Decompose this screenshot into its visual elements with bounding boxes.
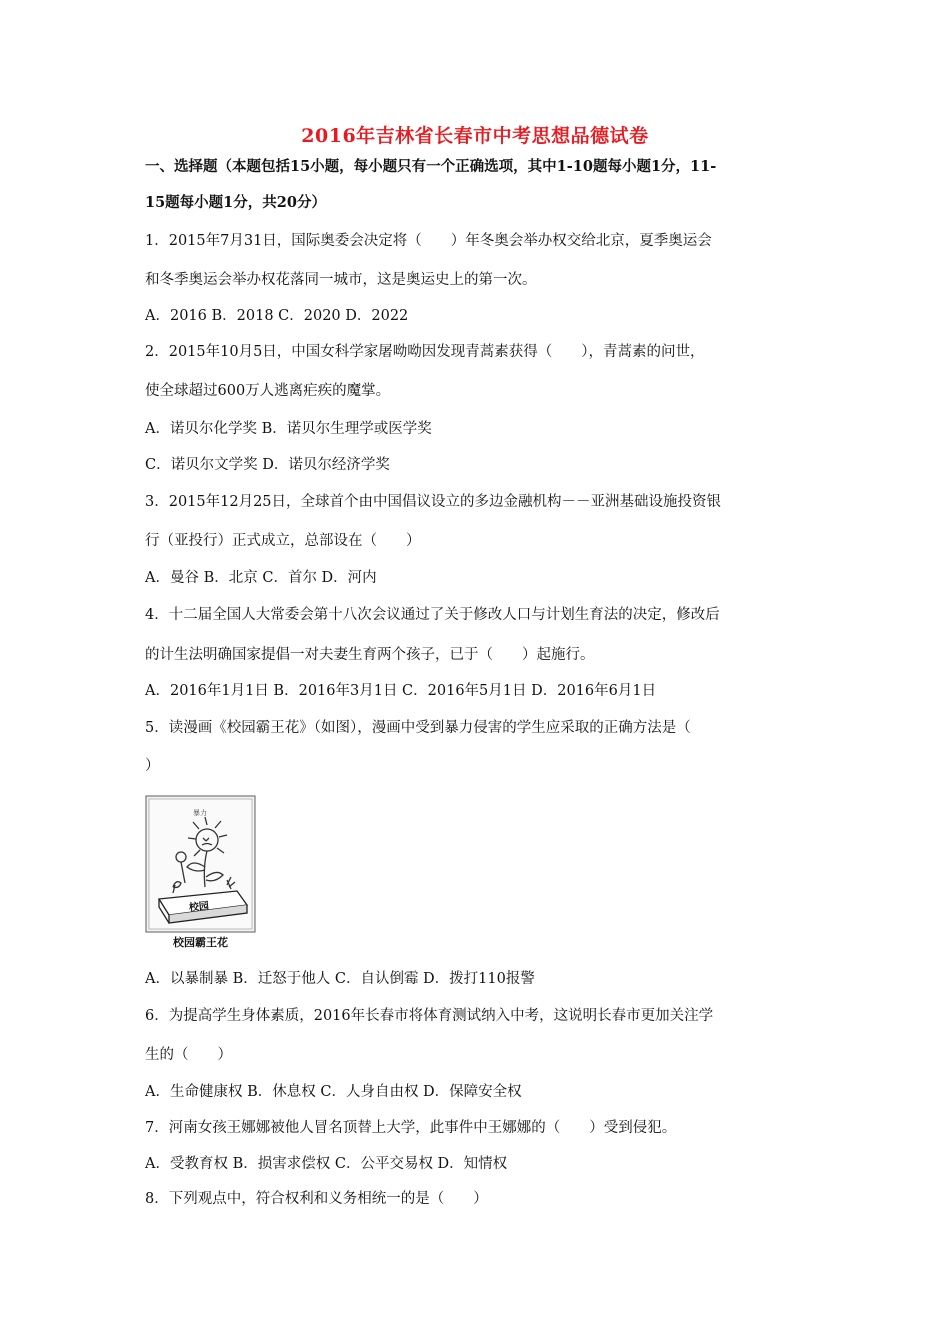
question-2-options-line1: A．诺贝尔化学奖 B．诺贝尔生理学或医学奖	[145, 421, 432, 437]
question-1-stem-line1: 1．2015年7月31日，国际奥委会决定将（ ）年冬奥会举办权交给北京，夏季奥运会	[145, 233, 712, 249]
question-5-stem-line2: ）	[145, 758, 160, 774]
question-4-stem-line2: 的计生法明确国家提倡一对夫妻生育两个孩子，已于（ ）起施行。	[145, 647, 595, 663]
cartoon-image	[145, 795, 256, 950]
question-3-stem-line2: 行（亚投行）正式成立，总部设在（ ）	[145, 533, 421, 549]
flower-label: 暴力	[193, 809, 207, 817]
question-1-options: A．2016 B．2018 C．2020 D．2022	[145, 308, 409, 324]
question-2-stem-line2: 使全球超过600万人逃离疟疾的魔掌。	[145, 383, 391, 399]
question-6-options: A．生命健康权 B．休息权 C．人身自由权 D．保障安全权	[145, 1084, 522, 1100]
question-3-options: A．曼谷 B．北京 C．首尔 D．河内	[145, 570, 377, 586]
question-5-stem-line1: 5．读漫画《校园霸王花》（如图），漫画中受到暴力侵害的学生应采取的正确方法是（	[145, 720, 691, 736]
page-title: 2016年吉林省长春市中考思想品德试卷	[301, 125, 649, 147]
question-6-stem-line1: 6．为提高学生身体素质，2016年长春市将体育测试纳入中考，这说明长春市更加关注学	[145, 1008, 714, 1024]
question-3-stem-line1: 3．2015年12月25日，全球首个由中国倡议设立的多边金融机构－－亚洲基础设施投资银	[145, 494, 722, 510]
question-2-stem-line1: 2．2015年10月5日，中国女科学家屠呦呦因发现青蒿素获得（ ），青蒿素的问世，	[145, 344, 705, 360]
section-heading-line1: 一、选择题（本题包括15小题，每小题只有一个正确选项，其中1-10题每小题1分，11-	[145, 158, 717, 175]
question-5-options: A．以暴制暴 B．迁怒于他人 C．自认倒霉 D．拨打110报警	[145, 971, 535, 987]
question-2-options-line2: C．诺贝尔文学奖 D．诺贝尔经济学奖	[145, 457, 390, 473]
figure-caption: 校园霸王花	[145, 934, 256, 950]
question-7-stem: 7．河南女孩王娜娜被他人冒名顶替上大学，此事件中王娜娜的（ ）受到侵犯。	[145, 1120, 677, 1136]
question-7-options: A．受教育权 B．损害求偿权 C．公平交易权 D．知情权	[145, 1156, 508, 1172]
question-4-stem-line1: 4．十二届全国人大常委会第十八次会议通过了关于修改人口与计划生育法的决定，修改后	[145, 607, 720, 623]
question-1-stem-line2: 和冬季奥运会举办权花落同一城市，这是奥运史上的第一次。	[145, 272, 537, 288]
question-6-stem-line2: 生的（ ）	[145, 1047, 232, 1063]
section-heading-line2: 15题每小题1分，共20分）	[145, 194, 326, 211]
question-8-stem: 8．下列观点中，符合权利和义务相统一的是（ ）	[145, 1191, 488, 1207]
question-4-options: A．2016年1月1日 B．2016年3月1日 C．2016年5月1日 D．2016年6月1日	[145, 683, 657, 699]
book-label: 校园	[188, 900, 210, 914]
